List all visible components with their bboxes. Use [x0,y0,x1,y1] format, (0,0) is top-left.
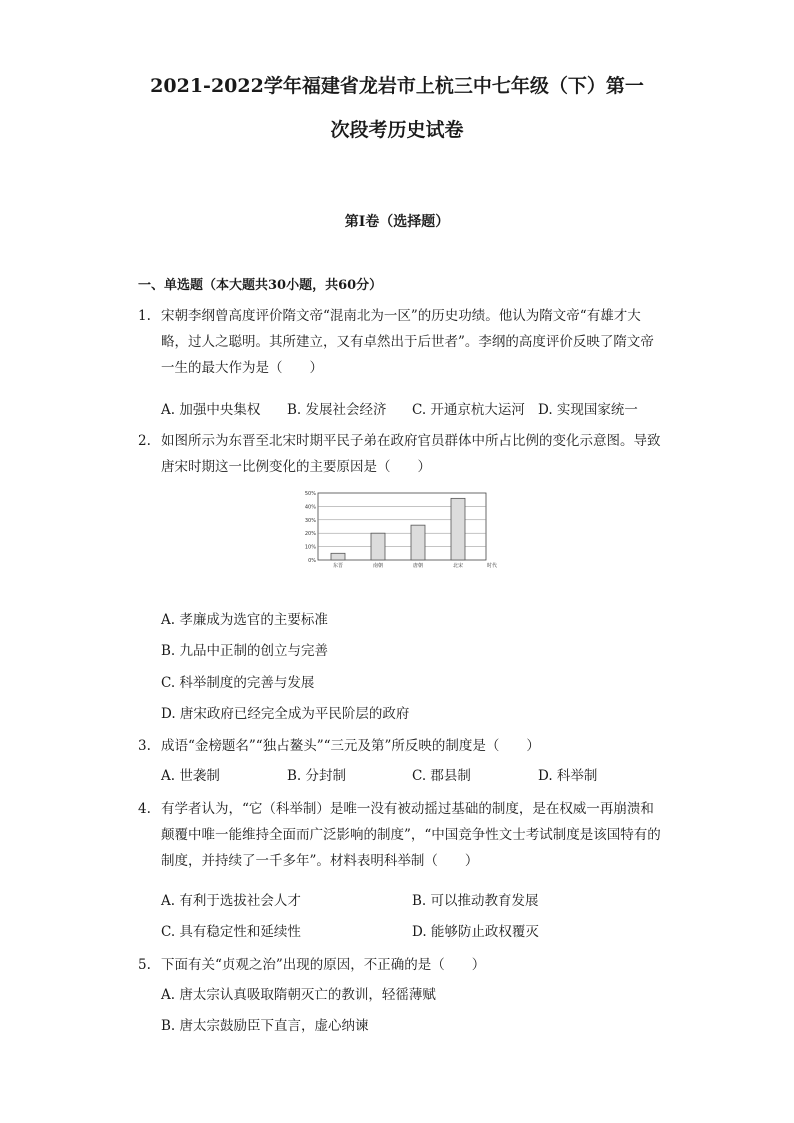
y-tick-label: 40% [304,504,316,511]
question-5 [138,952,662,978]
question-stem: 宋朝李纲曾高度评价隋文帝“混南北为一区”的历史功绩。他认为隋文帝“有雄才大略，过人之聪明。其所建立，又有卓然出于后世者”。李纲的高度评价反映了隋文帝一生的最大作为是（ ） [161,308,654,376]
question-3 [138,733,662,759]
question-4 [138,796,662,874]
option-c[interactable]: C. 开通京杭大运河 [412,402,525,418]
y-tick-label: 30% [304,517,316,524]
document-title [120,64,674,152]
option-c[interactable]: C. 郡县制 [412,768,471,784]
question-number: 2. [138,433,151,449]
option-d[interactable]: D. 科举制 [538,768,598,784]
option-b[interactable]: B. 分封制 [287,768,347,784]
title-line-1: 2021-2022学年福建省龙岩市上杭三中七年级（下）第一 [150,75,644,97]
question-number: 4. [138,801,151,817]
x-tick-label: 唐朝 [412,563,424,569]
option-b[interactable]: B. 可以推动教育发展 [412,893,539,909]
option-b[interactable]: B. 唐太宗鼓励臣下直言，虚心纳谏 [161,1018,369,1034]
part-title: 一、单选题（本大题共30小题，共60分） [138,278,383,293]
option-a[interactable]: A. 加强中央集权 [161,402,261,418]
y-tick-label: 0% [308,558,316,564]
option-b[interactable]: B. 九品中正制的创立与完善 [161,643,329,659]
title-line-2: 次段考历史试卷 [330,119,464,141]
section-title: 第I卷（选择题） [344,214,450,230]
option-d[interactable]: D. 唐宋政府已经完全成为平民阶层的政府 [161,706,410,722]
question-stem: 如图所示为东晋至北宋时期平民子弟在政府官员群体中所占比例的变化示意图。导致唐宋时期这一比例变化的主要原因是（ ） [161,433,661,475]
option-c[interactable]: C. 科举制度的完善与发展 [161,675,315,691]
x-tick-label: 北宋 [452,563,464,569]
bar [331,553,345,560]
option-a[interactable]: A. 唐太宗认真吸取隋朝灭亡的教训，轻徭薄赋 [161,987,436,1003]
question-stem: 有学者认为，“它（科举制）是唯一没有被动摇过基础的制度，是在权威一再崩溃和颠覆中唯一能维持全面而广泛影响的制度”，“中国竞争性文士考试制度是该国特有的制度，并持续了一千多年”。材料表明科举制（ ） [161,801,661,869]
chart-svg [296,488,496,570]
y-tick-label: 20% [304,531,316,538]
x-tick-label: 南朝 [372,563,384,569]
bar [371,533,385,560]
option-a[interactable]: A. 孝廉成为选官的主要标准 [161,612,328,628]
question-2 [138,428,662,480]
bar-chart [296,488,496,570]
option-c[interactable]: C. 具有稳定性和延续性 [161,924,301,940]
question-1 [138,303,662,381]
option-a[interactable]: A. 世袭制 [161,768,220,784]
option-b[interactable]: B. 发展社会经济 [287,402,387,418]
option-a[interactable]: A. 有利于选拔社会人才 [161,893,301,909]
x-axis-label: 时代 [486,563,498,569]
option-d[interactable]: D. 实现国家统一 [538,402,638,418]
x-tick-label: 东晋 [332,563,344,569]
question-stem: 成语“金榜题名”“独占鳌头”“三元及第”所反映的制度是（ ） [161,738,540,754]
y-tick-label: 50% [304,491,316,497]
bar [411,525,425,560]
question-number: 1. [138,308,151,324]
question-stem: 下面有关“贞观之治”出现的原因，不正确的是（ ） [161,957,486,973]
question-number: 5. [138,957,151,973]
option-d[interactable]: D. 能够防止政权覆灭 [412,924,539,940]
bar [451,498,465,560]
question-number: 3. [138,738,151,754]
y-tick-label: 10% [304,544,316,551]
